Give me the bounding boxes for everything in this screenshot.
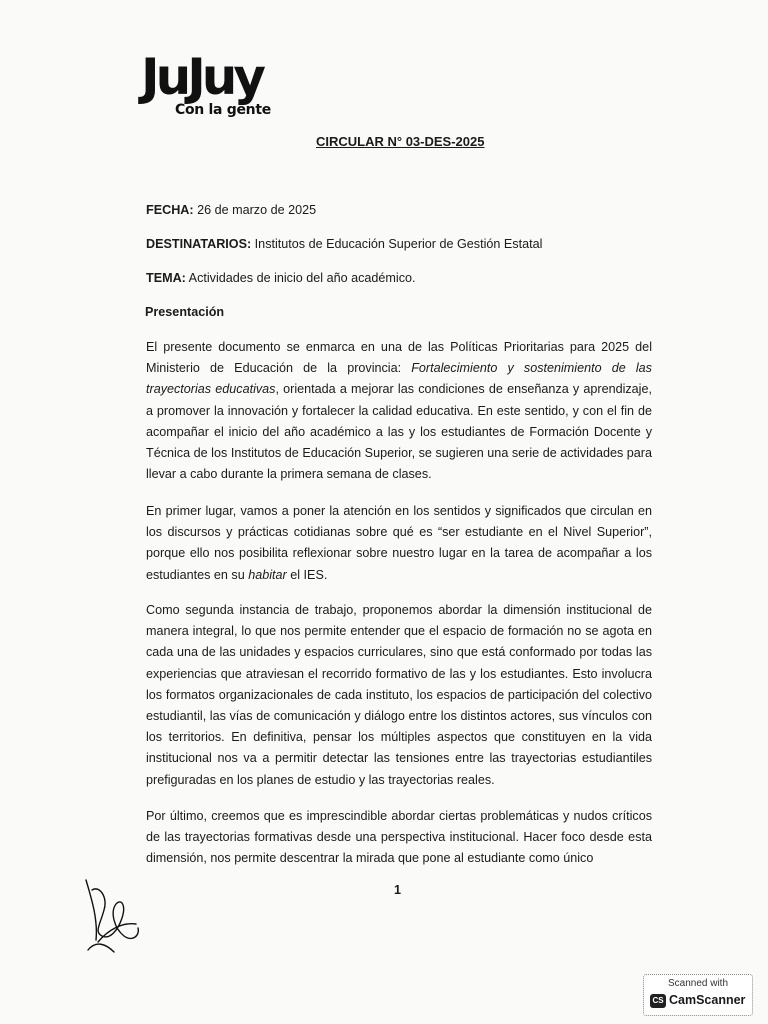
paragraph-3: Como segunda instancia de trabajo, proponemos abordar la dimensión institucional de manera integral, lo que nos permite entender que el espacio de formación no se agota en cada una de las unidades y espacios curriculares, sino que está conformado por todas las experiencias que atraviesan el recorrido formativo de las y los estudiantes. Esto involucra los formatos organizacionales de cada instituto, los espacios de participación del colectivo estudiantil, las vías de comunicación y diálogo entre los distintos actores, sus vínculos con los territorios. En definitiva, pensar los múltiples aspectos que constituyen en la vida institucional nos va a permitir detectar las tensiones entre las trayectorias estudiantiles prefiguradas en los planes de estudio y las trayectorias reales. [146, 603, 652, 787]
fecha-value: 26 de marzo de 2025 [193, 203, 317, 217]
tema-label: TEMA: [146, 271, 186, 285]
camscanner-logo-icon: CS [650, 994, 666, 1008]
scanner-caption: Scanned with [667, 978, 729, 989]
paragraph-2-part-a: En primer lugar, vamos a poner la atención en los sentidos y significados que circulan en los discursos y prácticas cotidianas sobre qué es “ser estudiante en el Nivel Superior”, porque ello nos posibilita reflexionar sobre nuestro lugar en la tarea de acompañar a los estudiantes en su [146, 504, 652, 582]
page-number: 1 [394, 883, 402, 897]
circular-title: CIRCULAR N° 03-DES-2025 [316, 134, 485, 149]
destinatarios-label: DESTINATARIOS: [146, 237, 252, 251]
section-title-presentacion: Presentación [145, 305, 225, 319]
tema-value: Actividades de inicio del año académico. [185, 271, 416, 285]
logo-wordmark: JuJuy [141, 48, 262, 106]
tema-field [146, 271, 416, 285]
paragraph-1 [146, 337, 652, 485]
handwritten-signature [78, 870, 148, 958]
paragraph-1-part-c: , orientada a mejorar las condiciones de enseñanza y aprendizaje, a promover la innovación y fortalecer la calidad educativa. En este sentido, y con el fin de acompañar el inicio del año académico a las y los estudiantes de Formación Docente y Técnica de los Institutos de Educación Superior, se sugieren una serie de actividades para llevar a cabo durante la primera semana de clases. [146, 382, 652, 482]
destinatarios-field [146, 237, 542, 251]
destinatarios-value: Institutos de Educación Superior de Gestión Estatal [251, 237, 543, 251]
paragraph-2 [146, 501, 652, 586]
camscanner-watermark [643, 974, 753, 1016]
fecha-label: FECHA: [146, 203, 194, 217]
logo-tagline: Con la gente [175, 102, 271, 118]
fecha-field [146, 203, 316, 217]
paragraph-2-part-c: el IES. [286, 567, 328, 582]
paragraph-1-policy-title: Fortalecimiento y sostenimiento de las trayectorias educativas [146, 361, 652, 397]
scanner-brand: CamScanner [669, 993, 746, 1007]
paragraph-4: Por último, creemos que es imprescindible abordar ciertas problemáticas y nudos críticos de las trayectorias formativas desde una perspectiva institucional. Hacer foco desde esta dimensión, nos permite descentrar la mirada que pone al estudiante como único [146, 809, 652, 866]
paragraph-2-emphasis: habitar [248, 567, 287, 582]
paragraph-1-part-a: El presente documento se enmarca en una de las Políticas Prioritarias para 2025 del Ministerio de Educación de la provincia: [146, 340, 652, 376]
jujuy-logo [141, 50, 301, 125]
